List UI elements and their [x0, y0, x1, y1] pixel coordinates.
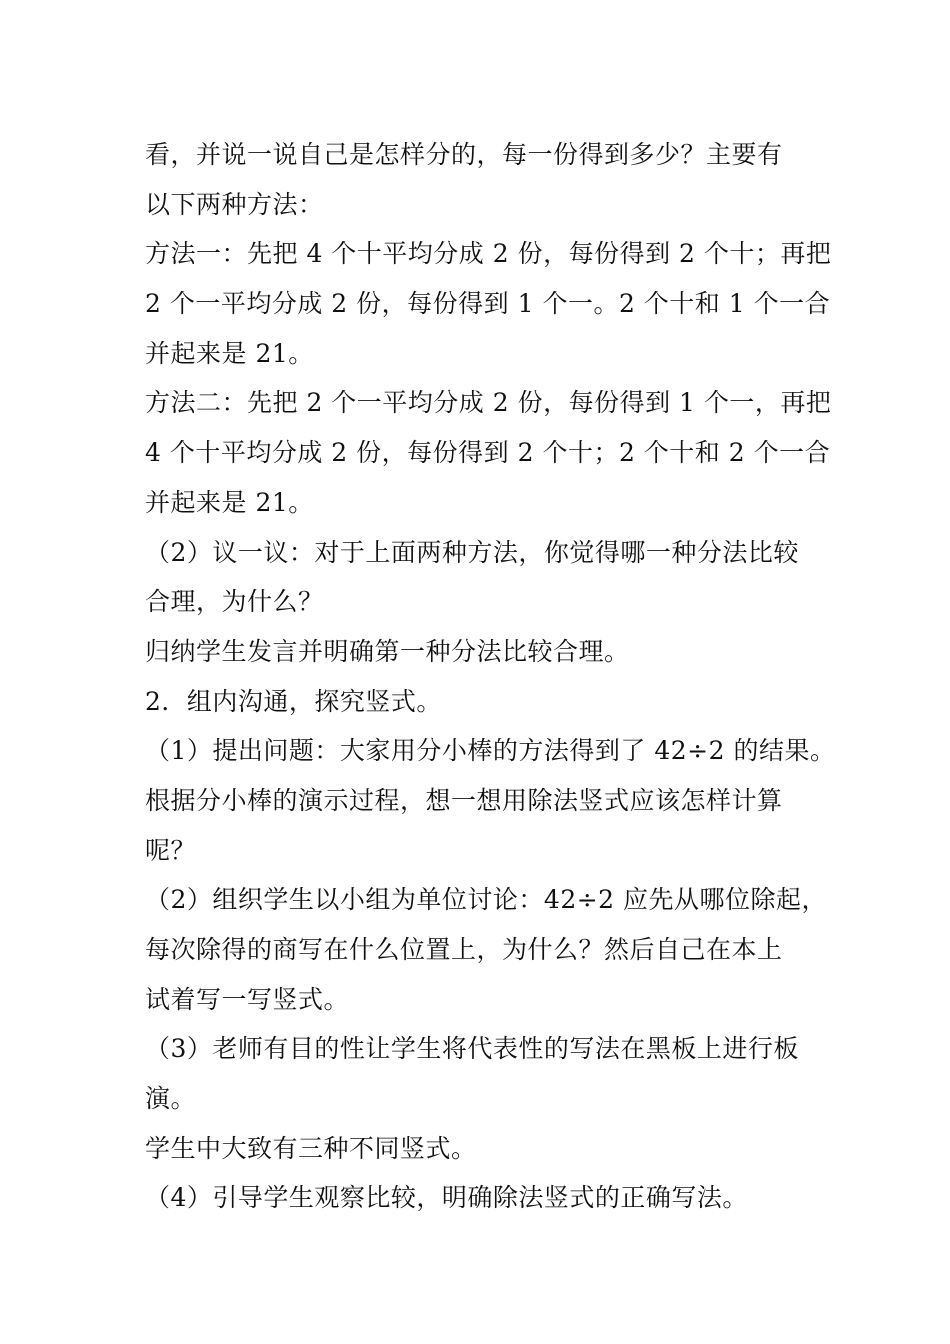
text-line: 并起来是 21。 [145, 338, 314, 368]
text-line: 方法一：先把 4 个十平均分成 2 份，每份得到 2 个十；再把 [145, 239, 832, 269]
text-line: 方法二：先把 2 个一平均分成 2 份，每份得到 1 个一，再把 [145, 388, 832, 418]
text-line: 每次除得的商写在什么位置上，为什么？然后自己在本上 [145, 935, 783, 964]
text-line: 归纳学生发言并明确第一种分法比较合理。 [145, 636, 630, 666]
text-line: 合理，为什么？ [145, 587, 324, 617]
text-line: 呢？ [145, 835, 197, 865]
text-line: 2 个一平均分成 2 份，每份得到 1 个一。2 个十和 1 个一合 [145, 289, 831, 319]
text-line: （2）议一议：对于上面两种方法，你觉得哪一种分法比较 [145, 537, 799, 567]
text-line: 演。 [145, 1084, 197, 1114]
text-line: （1）提出问题：大家用分小棒的方法得到了 42÷2 的结果。 [145, 736, 836, 766]
text-line: （3）老师有目的性让学生将代表性的写法在黑板上进行板 [145, 1034, 799, 1064]
text-line: 2．组内沟通，探究竖式。 [145, 686, 442, 716]
text-line: 4 个十平均分成 2 份，每份得到 2 个十；2 个十和 2 个一合 [145, 438, 831, 468]
text-line: 学生中大致有三种不同竖式。 [145, 1133, 477, 1163]
document-body [145, 130, 836, 1223]
text-line: 根据分小棒的演示过程，想一想用除法竖式应该怎样计算 [145, 785, 783, 815]
text-line: 并起来是 21。 [145, 487, 314, 517]
text-line: （4）引导学生观察比较，明确除法竖式的正确写法。 [145, 1183, 748, 1213]
text-line: 试着写一写竖式。 [145, 984, 350, 1014]
text-line: 以下两种方法： [145, 189, 324, 219]
text-line: 看，并说一说自己是怎样分的，每一份得到多少？主要有 [145, 140, 783, 169]
text-line: （2）组织学生以小组为单位讨论：42÷2 应先从哪位除起， [145, 885, 828, 915]
